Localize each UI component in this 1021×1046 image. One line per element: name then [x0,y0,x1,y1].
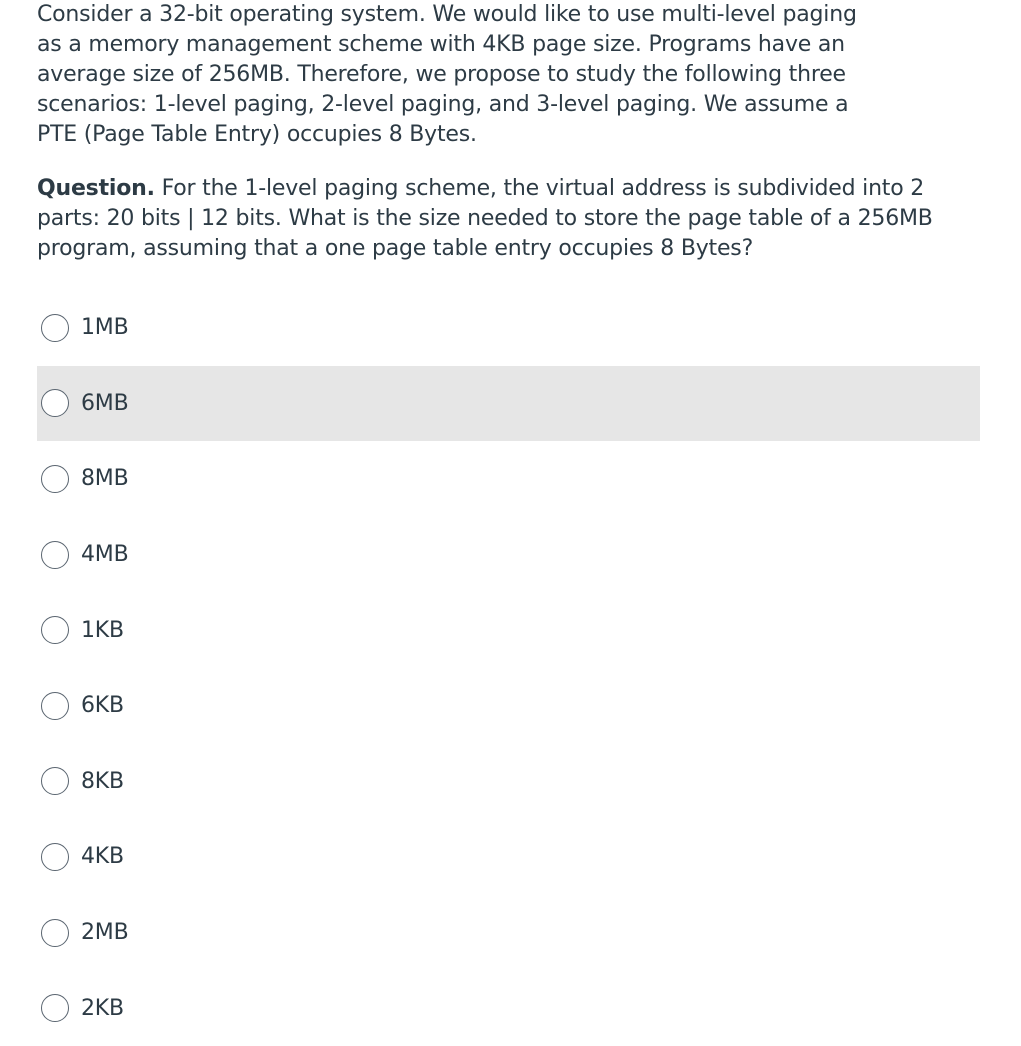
answer-option[interactable] [37,592,980,668]
answer-option[interactable] [37,744,980,820]
answer-option[interactable] [37,668,980,744]
answer-option[interactable] [37,441,980,517]
answer-label[interactable]: 6MB [81,390,129,416]
question-text [37,174,997,264]
radio-button[interactable] [41,314,69,342]
answer-option[interactable] [37,819,980,895]
question-label: Question. [37,176,155,201]
radio-button[interactable] [41,389,69,417]
answer-label[interactable]: 4MB [81,542,129,568]
answer-label[interactable]: 2MB [81,920,129,946]
answer-option[interactable] [37,517,980,593]
radio-button[interactable] [41,994,69,1022]
question-intro-text: Consider a 32-bit operating system. We would like to use multi-level paging as a memory management scheme with 4KB page size. Programs have an average size of 256MB. Therefore, we propose to study the following three scenarios: 1-level paging, 2-level paging, and 3-level paging. We assume a PTE (Page Table Entry) occupies 8 Bytes. [37,2,857,147]
answer-label[interactable]: 8KB [81,768,124,794]
radio-button[interactable] [41,767,69,795]
radio-button[interactable] [41,843,69,871]
answer-list [37,290,980,1046]
answer-label[interactable]: 6KB [81,693,124,719]
answer-option[interactable] [37,970,980,1046]
answer-label[interactable]: 8MB [81,466,129,492]
answer-option[interactable] [37,366,980,442]
question-body: For the 1-level paging scheme, the virtual address is subdivided into 2 parts: 20 bits | 12 bits. What is the size needed to store the page table of a 256MB program, assuming that a one page table entry occupies 8 Bytes? [37,176,933,261]
radio-button[interactable] [41,541,69,569]
radio-button[interactable] [41,465,69,493]
answer-label[interactable]: 2KB [81,995,124,1021]
answer-label[interactable]: 4KB [81,844,124,870]
answer-label[interactable]: 1MB [81,315,129,341]
radio-button[interactable] [41,692,69,720]
radio-button[interactable] [41,919,69,947]
answer-option[interactable] [37,895,980,971]
radio-button[interactable] [41,616,69,644]
answer-option[interactable] [37,290,980,366]
answer-label[interactable]: 1KB [81,617,124,643]
